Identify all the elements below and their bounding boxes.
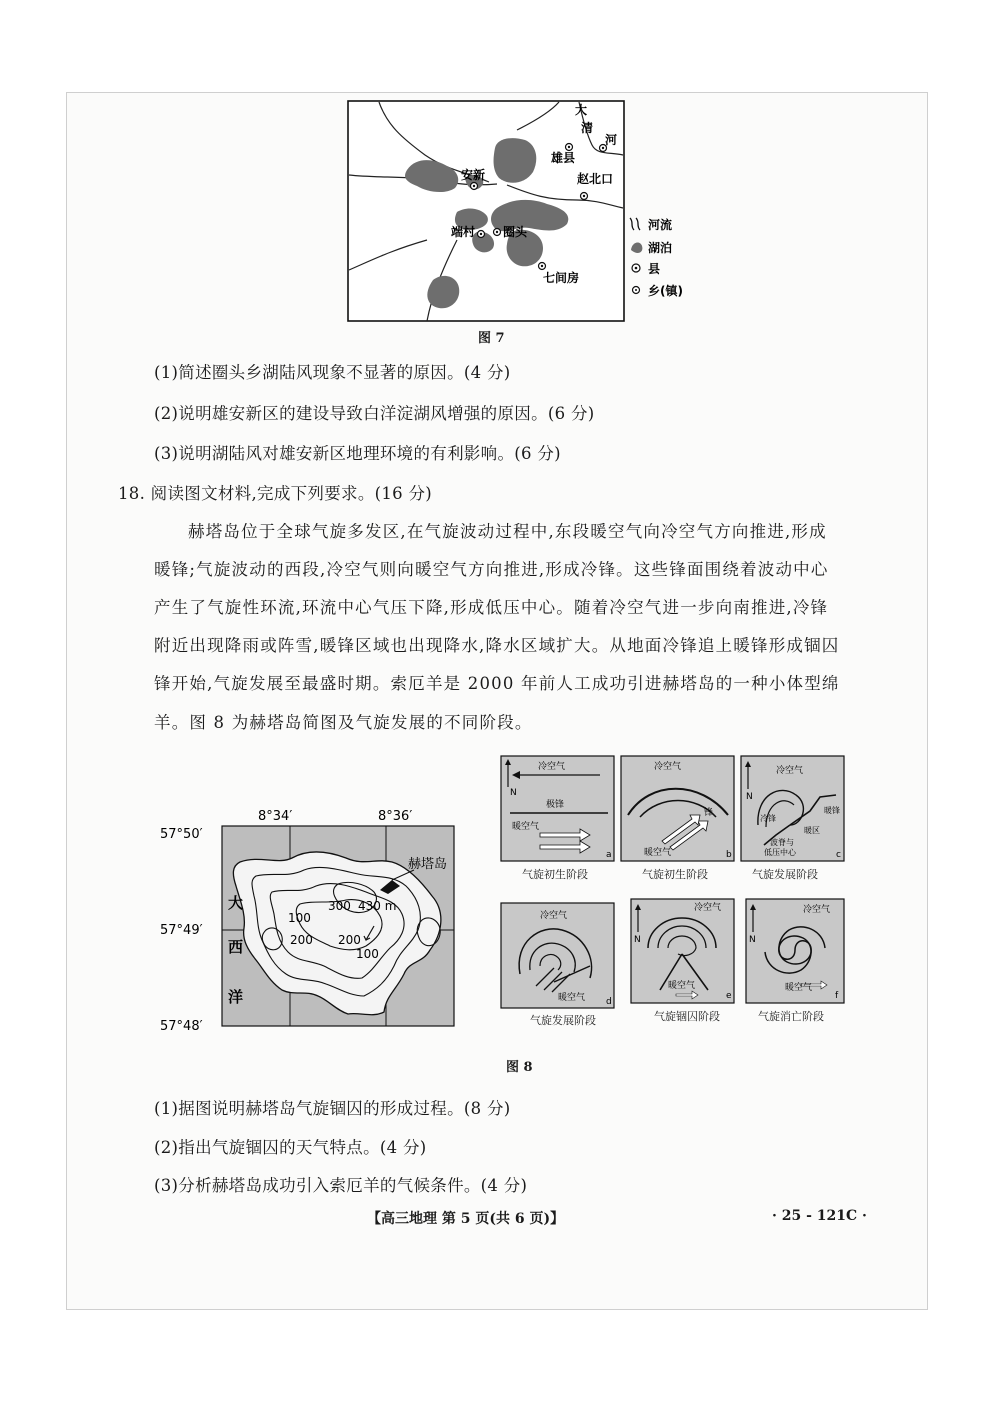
legend-river: 河流 <box>648 218 673 232</box>
panel-d <box>500 902 615 1009</box>
ocean-char-1: 大 <box>228 894 244 912</box>
q18-paragraph-line: 产生了气旋性环流,环流中心气压下降,形成低压中心。随着冷空气进一步向南推进,冷锋 <box>154 598 829 617</box>
q18-item-3: (3)分析赫塔岛成功引入索厄羊的气候条件。(4 分) <box>154 1176 528 1195</box>
page-footer: 【高三地理 第 5 页(共 6 页)】 <box>367 1211 565 1227</box>
panel-f-cold-air: 冷空气 <box>803 905 831 915</box>
figure8-caption: 图 8 <box>506 1060 533 1075</box>
panel-f-warm-air: 暖空气 <box>785 983 813 993</box>
panel-c-caption: 气旋发展阶段 <box>752 868 818 881</box>
lake-legend-icon <box>631 243 642 253</box>
place-zhaobeikou: 赵北口 <box>577 172 614 186</box>
place-da: 大 <box>575 103 588 117</box>
lon-label-1: 8°34′ <box>258 809 293 824</box>
q18-paragraph-line: 暖锋;气旋波动的西段,冷空气则向暖空气方向推进,形成冷锋。这些锋面围绕着波动中心 <box>154 560 829 579</box>
q17-item-3: (3)说明湖陆风对雄安新区地理环境的有利影响。(6 分) <box>154 444 561 463</box>
panel-f-north: N <box>749 935 756 945</box>
figure7-legend <box>628 216 708 298</box>
panel-c-cold-air: 冷空气 <box>776 766 804 776</box>
q18-paragraph-line: 锋开始,气旋发展至最盛时期。索厄羊是 2000 年前人工成功引进赫塔岛的一种小体型绵 <box>154 674 840 693</box>
place-duancun: 端村 <box>451 225 476 239</box>
panel-b <box>620 755 735 862</box>
legend-lake: 湖泊 <box>648 241 673 255</box>
panel-c-warm-sector: 暖区 <box>804 826 820 835</box>
panel-a-warm-air: 暖空气 <box>512 822 540 832</box>
panel-a <box>500 755 615 862</box>
panel-a-polar-front: 极锋 <box>546 800 565 810</box>
ocean-char-3: 洋 <box>228 988 244 1006</box>
contour-label-5: 100 <box>356 947 379 961</box>
place-quantou: 圈头 <box>503 225 528 239</box>
panel-b-id: b <box>726 850 732 860</box>
panel-d-cold-air: 冷空气 <box>540 911 568 921</box>
q18-paragraph-line: 赫塔岛位于全球气旋多发区,在气旋波动过程中,东段暖空气向冷空气方向推进,形成 <box>188 522 827 541</box>
panel-d-caption: 气旋发展阶段 <box>530 1014 596 1027</box>
q18-paragraph-line: 羊。图 8 为赫塔岛简图及气旋发展的不同阶段。 <box>154 713 533 732</box>
place-he: 河 <box>605 133 618 147</box>
panel-b-caption: 气旋初生阶段 <box>642 868 708 881</box>
place-anxin: 安新 <box>461 168 486 182</box>
panel-e-caption: 气旋锢囚阶段 <box>654 1010 720 1023</box>
legend-town: 乡(镇) <box>648 284 683 298</box>
q18-paragraph-line: 附近出现降雨或阵雪,暖锋区域也出现降水,降水区域扩大。从地面冷锋追上暖锋形成锢囚 <box>154 636 840 655</box>
panel-f-id: f <box>835 991 839 1001</box>
panel-e-id: e <box>726 991 732 1001</box>
figure8-island-map <box>160 800 460 1032</box>
contour-label-1: 100 <box>288 911 311 925</box>
paper-code: · 25 - 121C · <box>772 1208 867 1224</box>
panel-c-cold-front: 冷锋 <box>760 814 776 823</box>
place-qing: 清 <box>581 121 594 135</box>
q18-heading: 18. 阅读图文材料,完成下列要求。(16 分) <box>118 484 433 503</box>
panel-b-cold-air: 冷空气 <box>654 762 682 772</box>
panel-f <box>745 898 845 1004</box>
lon-label-2: 8°36′ <box>378 809 413 824</box>
panel-b-front: 锋 <box>704 808 714 818</box>
q18-item-1: (1)据图说明赫塔岛气旋锢囚的形成过程。(8 分) <box>154 1099 511 1118</box>
contour-label-2: 300 <box>328 899 351 913</box>
panel-c-id: c <box>836 850 841 860</box>
island-name: 赫塔岛 <box>408 857 448 872</box>
panel-f-caption: 气旋消亡阶段 <box>758 1010 824 1023</box>
panel-e-cold-air: 冷空气 <box>694 903 722 913</box>
river-legend-icon <box>630 218 634 230</box>
q18-item-2: (2)指出气旋锢囚的天气特点。(4 分) <box>154 1138 427 1157</box>
panel-a-caption: 气旋初生阶段 <box>522 868 588 881</box>
figure7-caption: 图 7 <box>478 331 505 346</box>
q17-item-2: (2)说明雄安新区的建设导致白洋淀湖风增强的原因。(6 分) <box>154 404 595 423</box>
panel-e <box>630 898 735 1004</box>
contour-label-4: 200 <box>338 933 361 947</box>
lat-label-1: 57°50′ <box>160 827 203 842</box>
panel-d-id: d <box>606 997 612 1007</box>
panel-e-warm-air: 暖空气 <box>668 981 696 991</box>
lat-label-3: 57°48′ <box>160 1019 203 1032</box>
figure7-map <box>347 100 625 322</box>
peak-elevation: 430 m <box>358 899 397 913</box>
panel-d-warm-air: 暖空气 <box>558 993 586 1003</box>
ocean-char-2: 西 <box>228 938 244 956</box>
panel-c-wave-crest: 波脊与 <box>770 838 794 847</box>
legend-county: 县 <box>648 262 661 276</box>
panel-c-north: N <box>746 792 753 802</box>
panel-e-north: N <box>634 935 641 945</box>
panel-b-warm-air: 暖空气 <box>644 848 672 858</box>
contour-label-3: 200 <box>290 933 313 947</box>
q17-item-1: (1)简述圈头乡湖陆风现象不显著的原因。(4 分) <box>154 363 511 382</box>
panel-c-low-center: 低压中心 <box>764 848 796 857</box>
place-xiongxian: 雄县 <box>551 151 576 165</box>
place-qijianfang: 七间房 <box>543 271 580 285</box>
panel-a-id: a <box>606 850 612 860</box>
lat-label-2: 57°49′ <box>160 923 203 938</box>
panel-c <box>740 755 845 862</box>
panel-a-cold-air: 冷空气 <box>538 762 566 772</box>
panel-a-north: N <box>510 788 517 798</box>
panel-c-warm-front: 暖锋 <box>824 806 840 815</box>
